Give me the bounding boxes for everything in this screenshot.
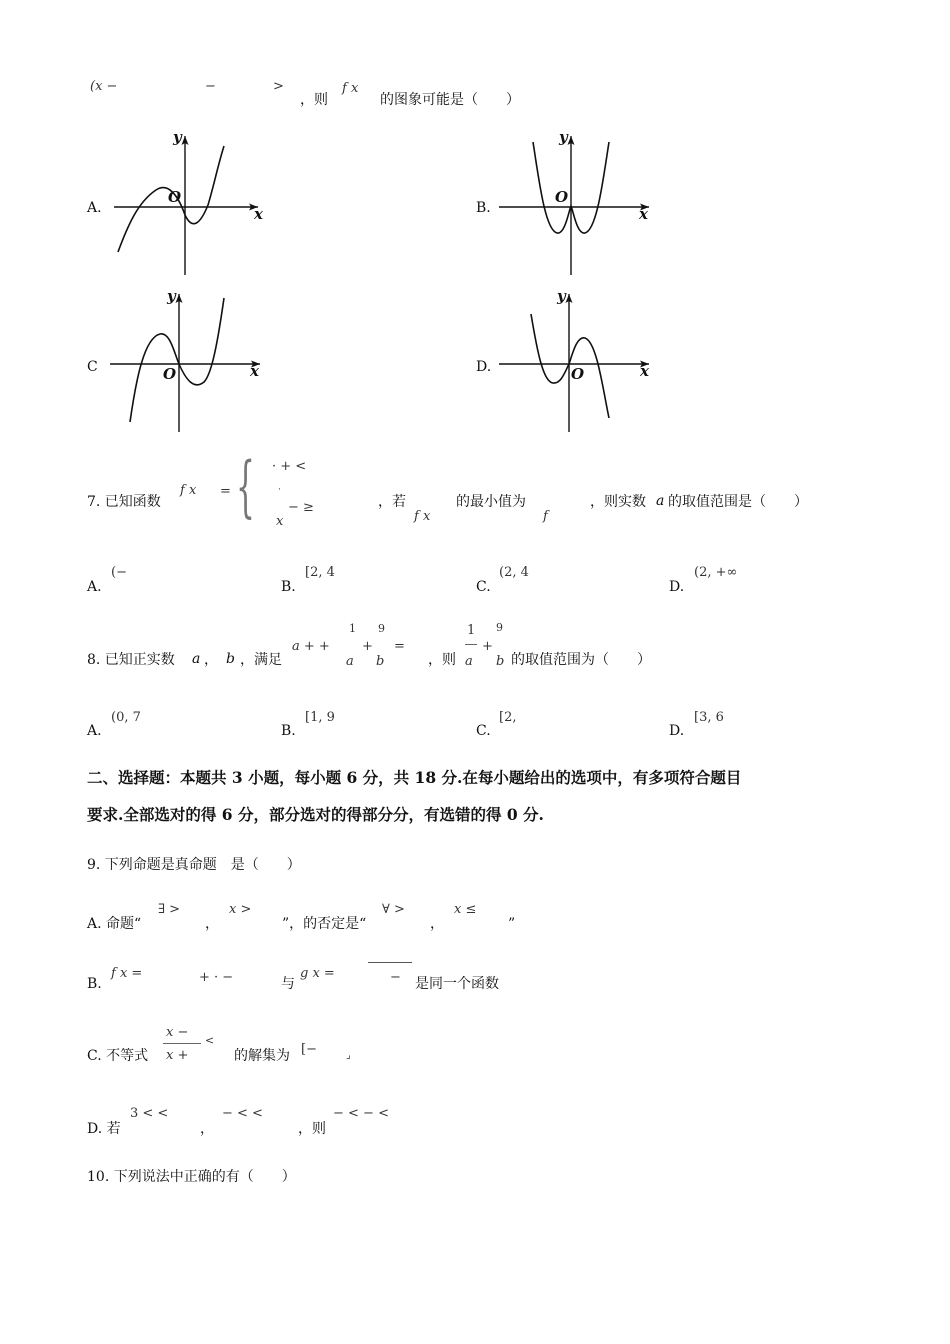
q9-c-set-end: ⌟ (346, 1050, 351, 1061)
q6-math-open: (x − (90, 79, 118, 94)
q8-frac-plus: + (482, 639, 493, 654)
q6-fx: f x (342, 81, 359, 96)
q6-graph-a-y: y (173, 128, 182, 146)
q9-b-yu: 与 (281, 976, 295, 992)
q9-a-m3: ∀ > (382, 902, 405, 917)
q8-satisfy: ，满足 (240, 652, 282, 668)
q8-eq-one: 1 (349, 622, 356, 635)
q7-tail2: 的取值范围是（ ） (668, 494, 808, 510)
q8-eq-a: a (346, 654, 354, 669)
q9-b-sqrt-bar (368, 962, 412, 963)
q8-frac-a: a (465, 654, 473, 669)
q7-option-b-label: B. (281, 579, 296, 595)
q8-option-c-label: C. (476, 723, 491, 739)
q6-graph-b (497, 130, 657, 280)
q9-b-m4: − (390, 970, 401, 985)
q6-graph-a-origin: O (168, 188, 182, 206)
q6-graph-c-y: y (167, 287, 176, 305)
q7-min-text: 的最小值为 (456, 494, 526, 510)
q6-graph-d-y: y (557, 287, 566, 305)
q7-brace: { (236, 448, 255, 525)
q8-b: b (226, 651, 235, 667)
q9-b-m3: g x = (300, 966, 335, 981)
q9-a-comma: ， (205, 916, 219, 932)
q8-option-a-label: A. (87, 723, 102, 739)
q9-a-m1: ∃ > (158, 902, 181, 917)
q7-tail: ，则实数 (590, 494, 646, 510)
q9-a-label: A. 命题“ (87, 916, 142, 932)
q7-prefix: 7. 已知函数 (87, 494, 161, 510)
q6-then: ，则 (300, 92, 328, 108)
q8-option-c-math: [2, (499, 710, 517, 725)
q6-graph-a (108, 130, 268, 280)
q6-stem-tail: 的图象可能是（ ） (380, 92, 520, 108)
q9-a-m2: x > (229, 902, 252, 917)
q7-a: a (656, 493, 665, 509)
q6-graph-a-x: x (254, 205, 263, 223)
q8-tail: 的取值范围为（ ） (511, 652, 651, 668)
q6-option-c-label: C (87, 359, 98, 375)
q9-stem: 9. 下列命题是真命题 是（ ） (87, 857, 301, 873)
q9-c-set: [− (301, 1042, 317, 1057)
q9-b-m2: + · − (199, 970, 234, 985)
q7-option-a-math: (− (111, 565, 127, 580)
q6-graph-b-origin: O (555, 188, 569, 206)
q8-eq-nine: 9 (378, 622, 385, 635)
q6-graph-c-x: x (250, 362, 259, 380)
q7-option-d-math: (2, +∞ (694, 565, 738, 580)
q9-d-then: ，则 (298, 1121, 326, 1137)
q8-a: a (192, 651, 201, 667)
q8-eq-eq: = (394, 639, 405, 654)
section2-heading-line2: 要求.全部选对的得 6 分，部分选对的得部分分，有选错的得 0 分. (87, 805, 544, 824)
q9-a-mid: ”，的否定是“ (282, 916, 367, 932)
q7-option-c-math: (2, 4 (499, 565, 529, 580)
q7-eq: = (220, 484, 231, 499)
q6-graph-c (108, 287, 268, 440)
q6-graph-d-x: x (640, 362, 649, 380)
q8-eq-b: b (376, 654, 385, 669)
q7-option-a-label: A. (87, 579, 102, 595)
q7-fx: f x (180, 483, 197, 498)
q10-stem: 10. 下列说法中正确的有（ ） (87, 1169, 296, 1185)
q8-frac-b: b (496, 654, 505, 669)
q8-option-d-label: D. (669, 723, 685, 739)
q9-d-m2: − < < (222, 1106, 263, 1121)
q9-d-label: D. 若 (87, 1121, 121, 1137)
q8-eq-plus: + (362, 639, 373, 654)
q9-a-end: ” (508, 916, 516, 932)
q6-graph-b-x: x (639, 205, 648, 223)
q8-prefix: 8. 已知正实数 (87, 652, 175, 668)
q8-option-d-math: [3, 6 (694, 710, 724, 725)
q9-d-comma: ， (200, 1121, 214, 1137)
q9-a-comma2: ， (430, 916, 444, 932)
q6-option-d-label: D. (476, 359, 492, 375)
q6-graph-b-y: y (559, 128, 568, 146)
q6-option-b-label: B. (476, 200, 491, 216)
q9-d-m1: 3 < < (130, 1106, 169, 1121)
q7-min-fx: f x (414, 509, 431, 524)
q7-option-d-label: D. (669, 579, 685, 595)
q6-math-minus: − (205, 79, 216, 94)
q9-c-mid: 的解集为 (234, 1048, 290, 1064)
q9-d-m3: − < − < (333, 1106, 389, 1121)
q8-frac-one: 1 (467, 623, 476, 638)
q7-case2-x: x (276, 514, 284, 529)
q7-ruo: ，若 (378, 494, 406, 510)
q6-graph-d (497, 287, 657, 440)
q9-c-num: x − (166, 1025, 189, 1040)
q8-option-a-math: (0, 7 (111, 710, 141, 725)
q6-math-gt: > (273, 79, 284, 94)
q9-c-label: C. 不等式 (87, 1048, 149, 1064)
q7-f-small: f (543, 509, 548, 524)
q8-eq-lhs: a + + (292, 639, 330, 654)
q7-case1: · + < (272, 459, 307, 474)
q8-then: ，则 (428, 652, 456, 668)
section2-heading-line1: 二、选择题：本题共 3 小题，每小题 6 分，共 18 分.在每小题给出的选项中，有多项符合题目 (87, 768, 742, 787)
q8-option-b-math: [1, 9 (305, 710, 335, 725)
q8-frac-nine: 9 (496, 621, 503, 634)
q9-b-label: B. (87, 976, 102, 992)
q9-a-m4: x ≤ (454, 902, 477, 917)
q9-b-m1: f x = (111, 966, 143, 981)
q6-graph-d-origin: O (571, 365, 585, 383)
q9-b-tail: 是同一个函数 (415, 976, 499, 992)
q6-graph-c-origin: O (163, 365, 177, 383)
q6-option-a-label: A. (87, 200, 102, 216)
q9-c-lt: < (205, 1034, 215, 1047)
q9-c-frac-bar (163, 1043, 201, 1044)
q9-c-den: x + (166, 1048, 189, 1063)
q7-case2-top: · (278, 485, 281, 495)
q7-option-b-math: [2, 4 (305, 565, 335, 580)
q7-option-c-label: C. (476, 579, 491, 595)
q7-case2: − ≥ (288, 500, 314, 515)
q8-frac-bar (465, 644, 477, 645)
q8-option-b-label: B. (281, 723, 296, 739)
q8-comma: ， (204, 652, 218, 668)
